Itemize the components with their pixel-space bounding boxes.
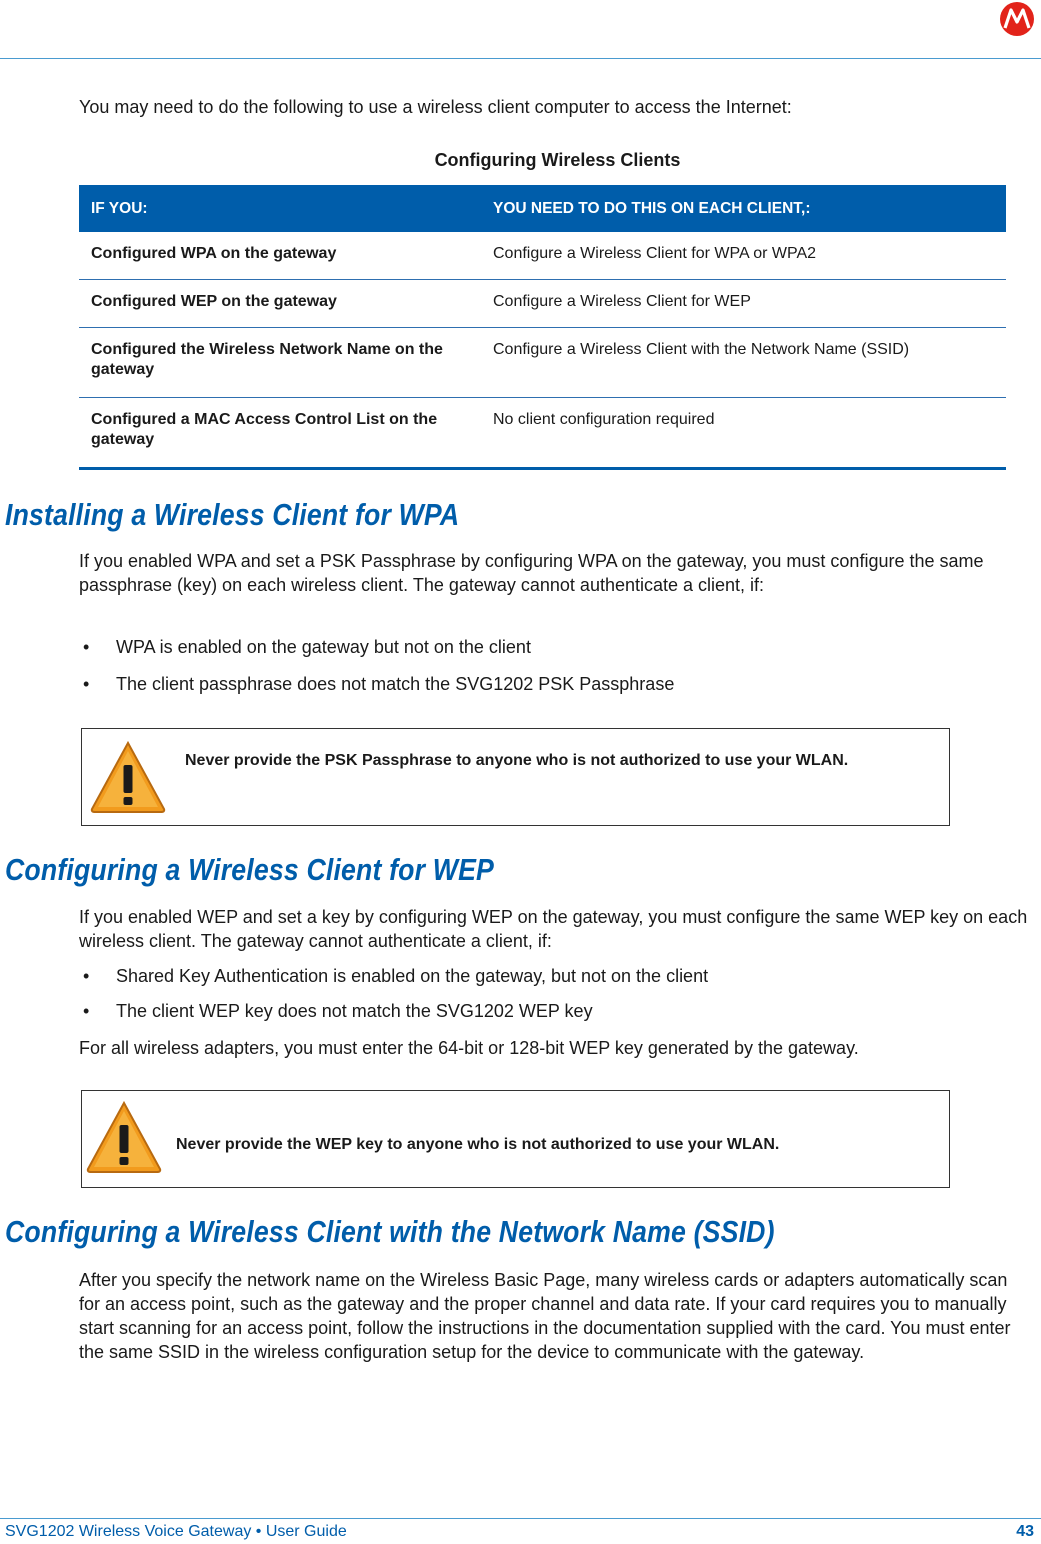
table-cell: No client configuration required xyxy=(481,398,1006,469)
table-cell: Configure a Wireless Client with the Network Name (SSID) xyxy=(481,328,1006,398)
table-cell: Configured a MAC Access Control List on the gateway xyxy=(79,398,481,469)
table-cell: Configured the Wireless Network Name on the gateway xyxy=(79,328,481,398)
header-rule xyxy=(0,58,1041,59)
clients-table xyxy=(79,185,1006,470)
motorola-logo-icon xyxy=(1000,2,1034,36)
warning-icon xyxy=(84,1097,164,1177)
table-caption: Configuring Wireless Clients xyxy=(434,150,681,170)
section-paragraph: After you specify the network name on the Wireless Basic Page, many wireless cards or adapters automatically scan for an access point, such as the gateway and the proper channel and data rate. If your card requires you to manually start scanning for an access point, follow the instructions in the documentation supplied with the card. You must enter the same SSID in the wireless configuration setup for the device to communicate with the gateway. xyxy=(79,1270,1011,1362)
list-item: • The client WEP key does not match the SVG1202 WEP key xyxy=(83,1001,593,1021)
table-row xyxy=(79,328,1006,398)
table-cell: Configured WPA on the gateway xyxy=(79,232,481,280)
warning-icon xyxy=(88,737,168,817)
bullet-icon: • xyxy=(83,674,90,694)
section-heading-wpa: Installing a Wireless Client for WPA xyxy=(5,497,460,532)
warning-note xyxy=(81,1090,950,1188)
page-number: 43 xyxy=(1016,1523,1034,1540)
bullet-list xyxy=(79,966,708,1022)
bullet-icon: • xyxy=(83,966,90,986)
intro-text: You may need to do the following to use a wireless client computer to access the Internet: xyxy=(79,97,792,117)
table-header-cell: YOU NEED TO DO THIS ON EACH CLIENT,: xyxy=(481,185,1006,232)
warning-text: Never provide the PSK Passphrase to anyone who is not authorized to use your WLAN. xyxy=(185,752,849,769)
list-item: • WPA is enabled on the gateway but not on the client xyxy=(83,637,531,657)
section-paragraph: If you enabled WEP and set a key by configuring WEP on the gateway, you must configure the same WEP key on each wireless client. The gateway cannot authenticate a client, if: xyxy=(79,907,1028,951)
bullet-icon: • xyxy=(83,637,90,657)
footer-title: SVG1202 Wireless Voice Gateway • User Guide xyxy=(5,1523,347,1540)
table-cell: Configure a Wireless Client for WEP xyxy=(481,280,1006,328)
table-header-cell: IF YOU: xyxy=(79,185,481,232)
list-item: • The client passphrase does not match the SVG1202 PSK Passphrase xyxy=(83,674,675,694)
footer-rule xyxy=(0,1518,1041,1519)
table-cell: Configured WEP on the gateway xyxy=(79,280,481,328)
warning-text: Never provide the WEP key to anyone who is not authorized to use your WLAN. xyxy=(176,1136,780,1153)
warning-note xyxy=(81,728,950,826)
section-heading-wep: Configuring a Wireless Client for WEP xyxy=(5,852,495,887)
table-header-row xyxy=(79,185,1006,232)
section-note-text: For all wireless adapters, you must enter the 64-bit or 128-bit WEP key generated by the gateway. xyxy=(79,1038,859,1058)
table-row xyxy=(79,232,1006,280)
table-cell: Configure a Wireless Client for WPA or WPA2 xyxy=(481,232,1006,280)
bullet-icon: • xyxy=(83,1001,90,1021)
section-paragraph: If you enabled WPA and set a PSK Passphrase by configuring WPA on the gateway, you must configure the same passphrase (key) on each wireless client. The gateway cannot authenticate a client, if: xyxy=(79,551,984,595)
bullet-list xyxy=(79,637,674,695)
section-heading-ssid: Configuring a Wireless Client with the Network Name (SSID) xyxy=(5,1214,775,1249)
list-item: • Shared Key Authentication is enabled on the gateway, but not on the client xyxy=(83,966,709,986)
table-row xyxy=(79,280,1006,328)
table-row xyxy=(79,398,1006,469)
